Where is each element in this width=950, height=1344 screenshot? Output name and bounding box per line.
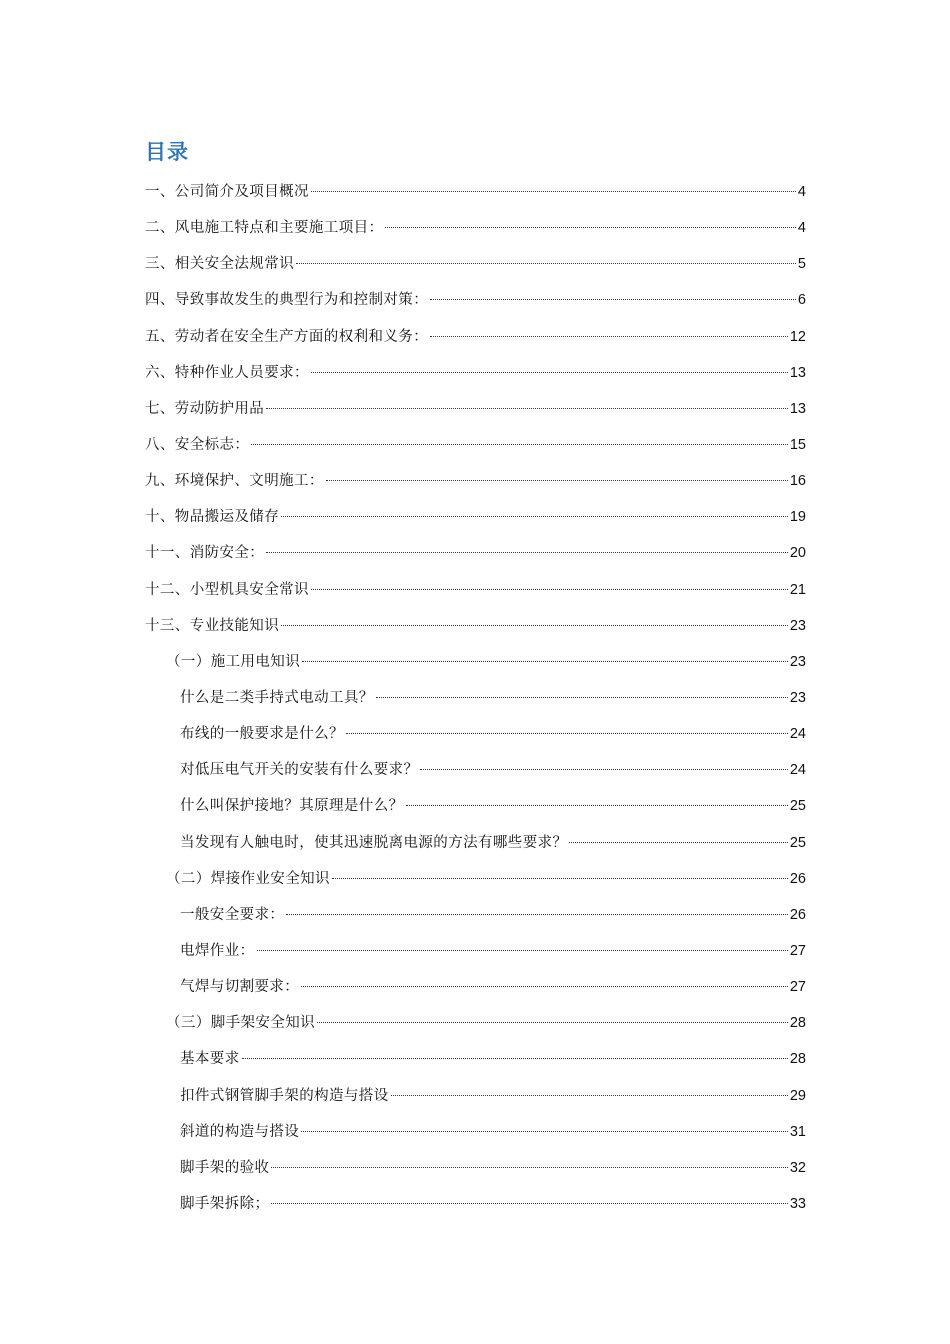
toc-entry-page-number: 23 <box>789 653 806 670</box>
toc-entry[interactable] <box>145 716 806 752</box>
toc-entry[interactable] <box>145 1186 806 1222</box>
toc-dot-leader <box>242 1058 788 1059</box>
toc-entry-label: 十二、小型机具安全常识 <box>145 581 309 598</box>
toc-entry[interactable] <box>145 463 806 499</box>
toc-entry[interactable] <box>145 752 806 788</box>
toc-entry-page-number: 26 <box>789 870 806 887</box>
toc-entry-label: 电焊作业： <box>180 942 255 959</box>
toc-dot-leader <box>385 227 796 228</box>
toc-entry-label: 十三、专业技能知识 <box>145 617 280 634</box>
toc-dot-leader <box>281 625 788 626</box>
toc-entry-label: 脚手架的验收 <box>180 1159 270 1176</box>
toc-entry-label: 一般安全要求： <box>180 906 285 923</box>
toc-dot-leader <box>376 697 788 698</box>
toc-dot-leader <box>326 480 788 481</box>
toc-entry[interactable] <box>145 391 806 427</box>
toc-entry-label: 斜道的构造与搭设 <box>180 1123 300 1140</box>
toc-entry-label: 二、风电施工特点和主要施工项目： <box>145 220 384 237</box>
toc-entry-page-number: 24 <box>789 762 806 779</box>
toc-entry-label: （一）施工用电知识 <box>166 653 301 670</box>
toc-entry[interactable] <box>145 680 806 716</box>
toc-entry-page-number: 25 <box>789 834 806 851</box>
toc-entry[interactable] <box>145 788 806 824</box>
toc-entry-page-number: 25 <box>789 798 806 815</box>
toc-entry-label: 一、公司简介及项目概况 <box>145 184 309 200</box>
toc-entry-page-number: 20 <box>789 545 806 562</box>
toc-entry-label: 什么叫保护接地？其原理是什么？ <box>180 798 404 815</box>
toc-entry[interactable] <box>145 933 806 969</box>
toc-entry-label: 气焊与切割要求： <box>180 979 300 996</box>
toc-entry-page-number: 4 <box>797 184 806 200</box>
toc-dot-leader <box>266 408 788 409</box>
toc-dot-leader <box>286 914 788 915</box>
toc-entry-page-number: 16 <box>789 473 806 490</box>
toc-entry-label: （二）焊接作业安全知识 <box>166 870 330 887</box>
toc-entry-page-number: 21 <box>789 581 806 598</box>
toc-dot-leader <box>569 842 787 843</box>
toc-entry-page-number: 13 <box>789 400 806 417</box>
toc-dot-leader <box>266 552 788 553</box>
toc-dot-leader <box>430 299 796 300</box>
toc-entry-label: 扣件式钢管脚手架的构造与搭设 <box>180 1087 389 1104</box>
toc-entry[interactable] <box>145 1041 806 1077</box>
toc-entry[interactable] <box>145 282 806 318</box>
toc-entry-label: （三）脚手架安全知识 <box>166 1015 315 1032</box>
toc-entry[interactable] <box>145 644 806 680</box>
toc-dot-leader <box>296 263 796 264</box>
toc-dot-leader <box>406 805 788 806</box>
toc-dot-leader <box>332 878 788 879</box>
toc-entry-page-number: 27 <box>789 979 806 996</box>
toc-entry-page-number: 12 <box>789 328 806 345</box>
toc-dot-leader <box>271 1203 787 1204</box>
toc-entry-label: 对低压电气开关的安装有什么要求？ <box>180 762 419 779</box>
toc-entry[interactable] <box>145 319 806 355</box>
toc-entry-page-number: 5 <box>797 256 806 273</box>
toc-entry-label: 十一、消防安全： <box>145 545 265 562</box>
toc-entry-page-number: 15 <box>789 436 806 453</box>
toc-entry[interactable] <box>145 210 806 246</box>
toc-entry-label: 六、特种作业人员要求： <box>145 364 309 381</box>
toc-entry[interactable] <box>145 608 806 644</box>
toc-entry-label: 七、劳动防护用品 <box>145 400 265 417</box>
toc-entry-label: 基本要求 <box>180 1051 240 1068</box>
toc-entry[interactable] <box>145 1005 806 1041</box>
toc-entry-page-number: 24 <box>789 726 806 743</box>
toc-entry-label: 四、导致事故发生的典型行为和控制对策： <box>145 292 429 309</box>
toc-entry[interactable] <box>145 825 806 861</box>
toc-entry-page-number: 31 <box>789 1123 806 1140</box>
toc-entry-page-number: 29 <box>789 1087 806 1104</box>
toc-entry-label: 九、环境保护、文明施工： <box>145 473 324 490</box>
toc-entry[interactable] <box>145 355 806 391</box>
toc-dot-leader <box>281 516 788 517</box>
toc-entry-page-number: 6 <box>797 292 806 309</box>
toc-dot-leader <box>311 191 796 192</box>
toc-dot-leader <box>346 733 788 734</box>
toc-entry[interactable] <box>145 1114 806 1150</box>
table-of-contents <box>145 174 806 1222</box>
toc-entry-label: 脚手架拆除； <box>180 1195 270 1212</box>
toc-entry[interactable] <box>145 535 806 571</box>
toc-entry-label: 当发现有人触电时，使其迅速脱离电源的方法有哪些要求？ <box>180 834 568 851</box>
toc-entry[interactable] <box>145 174 806 210</box>
toc-title: 目录 <box>145 140 189 164</box>
toc-entry-label: 五、劳动者在安全生产方面的权利和义务： <box>145 328 429 345</box>
toc-entry[interactable] <box>145 499 806 535</box>
toc-dot-leader <box>251 444 788 445</box>
toc-entry-page-number: 19 <box>789 509 806 526</box>
toc-dot-leader <box>302 661 788 662</box>
toc-dot-leader <box>317 1022 788 1023</box>
toc-entry[interactable] <box>145 572 806 608</box>
toc-dot-leader <box>271 1167 787 1168</box>
toc-entry[interactable] <box>145 897 806 933</box>
toc-entry[interactable] <box>145 861 806 897</box>
toc-entry-page-number: 23 <box>789 617 806 634</box>
toc-entry-page-number: 26 <box>789 906 806 923</box>
toc-entry[interactable] <box>145 969 806 1005</box>
toc-dot-leader <box>420 769 787 770</box>
toc-entry-label: 三、相关安全法规常识 <box>145 256 294 273</box>
toc-entry-page-number: 4 <box>797 220 806 237</box>
toc-entry[interactable] <box>145 1078 806 1114</box>
toc-dot-leader <box>301 986 788 987</box>
toc-entry-page-number: 23 <box>789 689 806 706</box>
toc-dot-leader <box>311 589 788 590</box>
toc-entry-page-number: 28 <box>789 1015 806 1032</box>
toc-entry-page-number: 13 <box>789 364 806 381</box>
toc-dot-leader <box>430 336 788 337</box>
toc-dot-leader <box>257 950 788 951</box>
toc-entry-label: 十、物品搬运及储存 <box>145 509 280 526</box>
toc-entry-page-number: 27 <box>789 942 806 959</box>
toc-entry-page-number: 33 <box>789 1195 806 1212</box>
toc-entry-page-number: 28 <box>789 1051 806 1068</box>
toc-dot-leader <box>391 1095 788 1096</box>
toc-entry-label: 布线的一般要求是什么？ <box>180 726 344 743</box>
toc-entry-label: 什么是二类手持式电动工具？ <box>180 689 374 706</box>
toc-entry-label: 八、安全标志： <box>145 436 250 453</box>
toc-dot-leader <box>301 1131 788 1132</box>
toc-entry[interactable] <box>145 1150 806 1186</box>
toc-entry[interactable] <box>145 246 806 282</box>
toc-entry[interactable] <box>145 427 806 463</box>
toc-entry-page-number: 32 <box>789 1159 806 1176</box>
toc-dot-leader <box>311 372 788 373</box>
